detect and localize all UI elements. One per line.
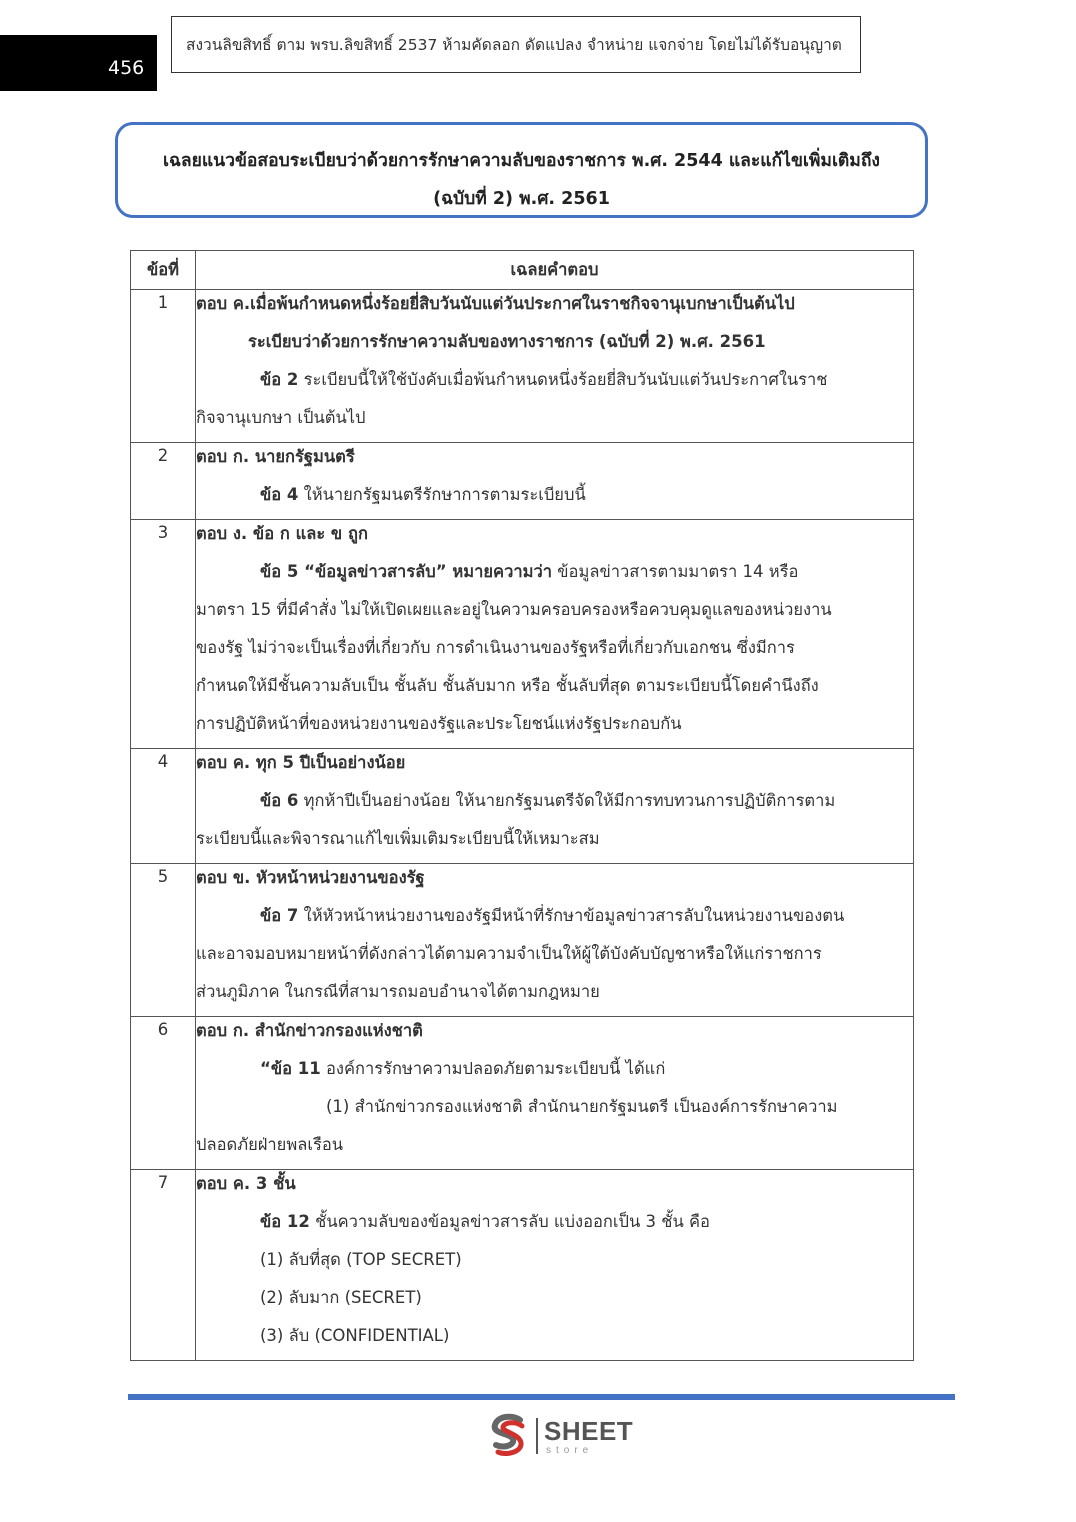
answer-detail-line: กิจจานุเบกษา เป็นต้นไป: [196, 408, 366, 427]
clause-text: ทุกห้าปีเป็นอย่างน้อย ให้นายกรัฐมนตรีจัดให้มีการทบทวนการปฏิบัติการตาม: [298, 791, 836, 810]
answer-detail-line: [196, 481, 913, 519]
clause-label: ข้อ 5 “ข้อมูลข่าวสารลับ” หมายความว่า: [260, 562, 553, 581]
clause-label: ข้อ 2: [260, 370, 299, 389]
answer-detail-line: ปลอดภัยฝ่ายพลเรือน: [196, 1135, 344, 1154]
answer-cell: [196, 443, 914, 520]
clause-text: องค์การรักษาความปลอดภัยตามระเบียบนี้ ได้แก่: [320, 1059, 666, 1078]
footer-rule: [128, 1394, 955, 1400]
answer-detail-line: ของรัฐ ไม่ว่าจะเป็นเรื่องที่เกี่ยวกับ การดำเนินงานของรัฐหรือที่เกี่ยวกับเอกชน ซึ่งมีการ: [196, 638, 795, 657]
answer-detail-line: มาตรา 15 ที่มีคำสั่ง ไม่ให้เปิดเผยและอยู่ในความครอบครองหรือควบคุมดูแลของหน่วยงาน: [196, 600, 832, 619]
answer-choice: ตอบ ข. หัวหน้าหน่วยงานของรัฐ: [196, 868, 425, 887]
page-number: 456: [108, 57, 145, 79]
copyright-text: สงวนลิขสิทธิ์ ตาม พรบ.ลิขสิทธิ์ 2537 ห้ามคัดลอก ดัดแปลง จำหน่าย แจกจ่าย โดยไม่ได้รับอนุญาต: [186, 36, 842, 54]
answer-detail-line: (1) สำนักข่าวกรองแห่งชาติ สำนักนายกรัฐมนตรี เป็นองค์การรักษาความ: [326, 1097, 838, 1116]
clause-label: ข้อ 7: [260, 906, 299, 925]
answer-detail-line: (2) ลับมาก (SECRET): [260, 1288, 422, 1307]
table-row: [131, 1170, 914, 1361]
answer-cell: [196, 864, 914, 1017]
clause-label: ข้อ 4: [260, 485, 299, 504]
answer-detail-line: กำหนดให้มีชั้นความลับเป็น ชั้นลับ ชั้นลับมาก หรือ ชั้นลับที่สุด ตามระเบียบนี้โดยคำนึงถึง: [196, 676, 819, 695]
answer-detail-line: ระเบียบว่าด้วยการรักษาความลับของทางราชการ (ฉบับที่ 2) พ.ศ. 2561: [248, 332, 766, 351]
copyright-notice: [171, 16, 861, 73]
table-row: [131, 443, 914, 520]
answer-cell: [196, 290, 914, 443]
table-row: [131, 290, 914, 443]
clause-text: ให้หัวหน้าหน่วยงานของรัฐมีหน้าที่รักษาข้อมูลข่าวสารลับในหน่วยงานของตน: [298, 906, 845, 925]
title-line-2: (ฉบับที่ 2) พ.ศ. 2561: [433, 189, 610, 209]
row-number: 7: [131, 1170, 196, 1361]
answer-choice: ตอบ ง. ข้อ ก และ ข ถูก: [196, 524, 368, 543]
answer-detail-line: ระเบียบนี้และพิจารณาแก้ไขเพิ่มเติมระเบียบนี้ให้เหมาะสม: [196, 829, 600, 848]
row-number: 2: [131, 443, 196, 520]
answer-choice: ตอบ ค. 3 ชั้น: [196, 1174, 296, 1193]
clause-label: ข้อ 12: [260, 1212, 310, 1231]
answer-cell: [196, 1170, 914, 1361]
answer-table: [130, 250, 914, 1361]
title-line-1: เฉลยแนวข้อสอบระเบียบว่าด้วยการรักษาความลับของราชการ พ.ศ. 2544 และแก้ไขเพิ่มเติมถึง: [163, 151, 880, 171]
section-title-box: [115, 122, 928, 218]
row-number: 6: [131, 1017, 196, 1170]
row-number: 4: [131, 749, 196, 864]
clause-text: ข้อมูลข่าวสารตามมาตรา 14 หรือ: [552, 562, 799, 581]
clause-text: ระเบียบนี้ให้ใช้บังคับเมื่อพ้นกำหนดหนึ่งร้อยยี่สิบวันนับแต่วันประกาศในราช: [298, 370, 828, 389]
row-number: 5: [131, 864, 196, 1017]
answer-choice: ตอบ ก. นายกรัฐมนตรี: [196, 447, 355, 466]
answer-detail-line: [196, 787, 913, 825]
answer-cell: [196, 749, 914, 864]
answer-detail-line: [196, 902, 913, 940]
answer-cell: [196, 1017, 914, 1170]
answer-choice: ตอบ ก. สำนักข่าวกรองแห่งชาติ: [196, 1021, 423, 1040]
page-number-block: [0, 35, 157, 91]
answer-detail-line: [196, 366, 913, 404]
sheet-store-logo: [486, 1412, 646, 1458]
answer-choice: ตอบ ค. ทุก 5 ปีเป็นอย่างน้อย: [196, 753, 406, 772]
table-row: [131, 749, 914, 864]
clause-text: ให้นายกรัฐมนตรีรักษาการตามระเบียบนี้: [298, 485, 586, 504]
sheet-logo-icon: [486, 1412, 532, 1458]
logo-subtitle: store: [546, 1445, 594, 1456]
table-row: [131, 1017, 914, 1170]
table-header-row: [131, 251, 914, 290]
clause-label: ข้อ 6: [260, 791, 299, 810]
answer-detail-line: [196, 558, 913, 596]
answer-cell: [196, 520, 914, 749]
answer-detail-line: (3) ลับ (CONFIDENTIAL): [260, 1326, 450, 1345]
column-header-no: ข้อที่: [131, 251, 196, 290]
answer-detail-line: ส่วนภูมิภาค ในกรณีที่สามารถมอบอำนาจได้ตามกฎหมาย: [196, 982, 600, 1001]
answer-detail-line: (1) ลับที่สุด (TOP SECRET): [260, 1250, 462, 1269]
answer-detail-line: การปฏิบัติหน้าที่ของหน่วยงานของรัฐและประโยชน์แห่งรัฐประกอบกัน: [196, 714, 682, 733]
answer-detail-line: [196, 1208, 913, 1246]
row-number: 1: [131, 290, 196, 443]
logo-divider: [536, 1418, 538, 1454]
answer-choice: ตอบ ค.เมื่อพ้นกำหนดหนึ่งร้อยยี่สิบวันนับแต่วันประกาศในราชกิจจานุเบกษาเป็นต้นไป: [196, 294, 795, 313]
logo-wordmark: SHEET: [544, 1416, 634, 1446]
row-number: 3: [131, 520, 196, 749]
clause-label: “ข้อ 11: [260, 1059, 321, 1078]
column-header-answer: เฉลยคำตอบ: [196, 251, 914, 290]
answer-detail-line: [196, 1055, 913, 1093]
table-row: [131, 520, 914, 749]
answer-detail-line: และอาจมอบหมายหน้าที่ดังกล่าวได้ตามความจำเป็นให้ผู้ใต้บังคับบัญชาหรือให้แก่ราชการ: [196, 944, 822, 963]
table-row: [131, 864, 914, 1017]
clause-text: ชั้นความลับของข้อมูลข่าวสารลับ แบ่งออกเป็น 3 ชั้น คือ: [309, 1212, 710, 1231]
